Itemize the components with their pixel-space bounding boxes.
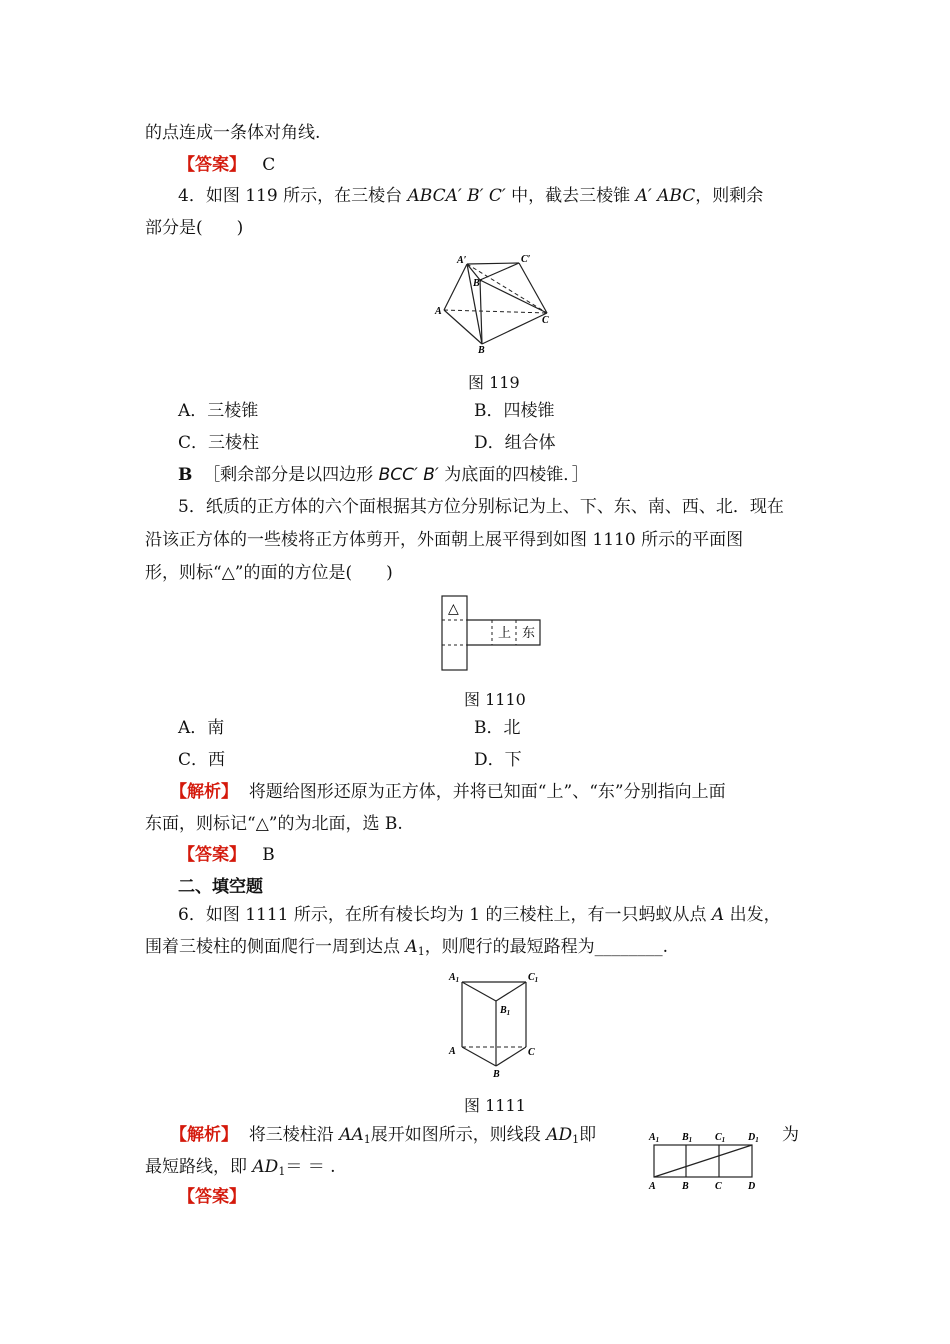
q6-stem-line1: 6．如图 1111 所示，在所有棱长均为 1 的三棱柱上，有一只蚂蚁从点 A 出发， bbox=[178, 905, 781, 925]
figure-caption-1110: 图 1110 bbox=[464, 690, 526, 709]
q4-option-c: C．三棱柱 bbox=[178, 433, 260, 453]
label-a1: A′ bbox=[457, 255, 467, 266]
section-title: 二、填空题 bbox=[178, 877, 263, 897]
label-b1: B′ bbox=[473, 278, 483, 289]
q6-unfolded-figure bbox=[646, 1128, 771, 1194]
label-a: A bbox=[435, 306, 442, 317]
label-d1: $D_1$ bbox=[748, 1132, 759, 1144]
q5-stem-line2: 沿该正方体的一些棱将正方体剪开，外面朝上展平得到如图 1110 所示的平面图 bbox=[145, 530, 744, 550]
label-c: C bbox=[528, 1047, 535, 1058]
label-a: A bbox=[649, 1181, 656, 1192]
q4-stem-line1: 4．如图 119 所示，在三棱台 ABCA′ B′ C′ 中，截去三棱锥 A′ ABC，则剩余 bbox=[178, 186, 764, 206]
figure-caption-1111: 图 1111 bbox=[464, 1096, 526, 1115]
q6-answer: 【答案】 bbox=[178, 1187, 246, 1207]
label-c1: C′ bbox=[521, 254, 531, 265]
q4-option-a: A．三棱锥 bbox=[178, 401, 259, 421]
label-c1: $C_1$ bbox=[528, 972, 539, 984]
q3-answer bbox=[178, 155, 275, 175]
label-d: D bbox=[748, 1181, 756, 1192]
label-b: B bbox=[478, 345, 485, 356]
q6-analysis-line1-end: 为 bbox=[782, 1125, 799, 1145]
figure-caption-119: 图 119 bbox=[468, 373, 520, 392]
q4-stem-line2: 部分是( ) bbox=[145, 218, 244, 238]
q6-analysis-line1: 【解析】 将三棱柱沿 $AA_1$展开如图所示，则线段 $AD_1$即 bbox=[170, 1125, 597, 1146]
face-east: 东 bbox=[522, 625, 536, 640]
label-a1: $A_1$ bbox=[449, 972, 460, 984]
q5-option-b: B．北 bbox=[474, 718, 521, 738]
q4-solution: B ［剩余部分是以四边形 BCC′ B′ 为底面的四棱锥．］ bbox=[178, 465, 589, 485]
answer-tag: 【答案】 bbox=[178, 155, 246, 175]
label-c1: $C_1$ bbox=[715, 1132, 726, 1144]
answer-value: C bbox=[262, 155, 276, 175]
label-c: C bbox=[542, 315, 549, 326]
label-a1: $A_1$ bbox=[649, 1132, 660, 1144]
q5-analysis-line1: 【解析】 将题给图形还原为正方体，并将已知面“上”、“东”分别指向上面 bbox=[170, 782, 726, 802]
intro-text: 的点连成一条体对角线. bbox=[145, 123, 321, 143]
label-a: A bbox=[449, 1046, 456, 1057]
q6-prism-figure bbox=[448, 968, 543, 1080]
q5-stem-line3: 形，则标“△”的面的方位是( ) bbox=[145, 563, 393, 583]
label-b1: $B_1$ bbox=[500, 1005, 511, 1017]
face-triangle: △ bbox=[448, 602, 459, 617]
face-up: 上 bbox=[498, 625, 512, 640]
q4-option-b: B．四棱锥 bbox=[474, 401, 555, 421]
label-c: C bbox=[715, 1181, 722, 1192]
q5-option-c: C．西 bbox=[178, 750, 226, 770]
q4-frustum-figure bbox=[430, 252, 560, 354]
q5-cube-net-figure bbox=[440, 595, 545, 673]
label-b1: $B_1$ bbox=[682, 1132, 693, 1144]
q6-analysis-line2: 最短路线，即 $AD_1=$ ＝ . bbox=[145, 1157, 336, 1178]
q5-answer: 【答案】 B bbox=[178, 845, 275, 865]
label-b: B bbox=[682, 1181, 689, 1192]
q5-option-d: D．下 bbox=[474, 750, 522, 770]
q5-analysis-line2: 东面，则标记“△”的为北面，选 B. bbox=[145, 814, 403, 834]
label-b: B bbox=[493, 1069, 500, 1080]
q5-stem-line1: 5．纸质的正方体的六个面根据其方位分别标记为上、下、东、南、西、北．现在 bbox=[178, 497, 784, 517]
q4-option-d: D．组合体 bbox=[474, 433, 556, 453]
q6-stem-line2: 围着三棱柱的侧面爬行一周到达点 $A_1$，则爬行的最短路程为________. bbox=[145, 937, 669, 958]
q5-option-a: A．南 bbox=[178, 718, 225, 738]
